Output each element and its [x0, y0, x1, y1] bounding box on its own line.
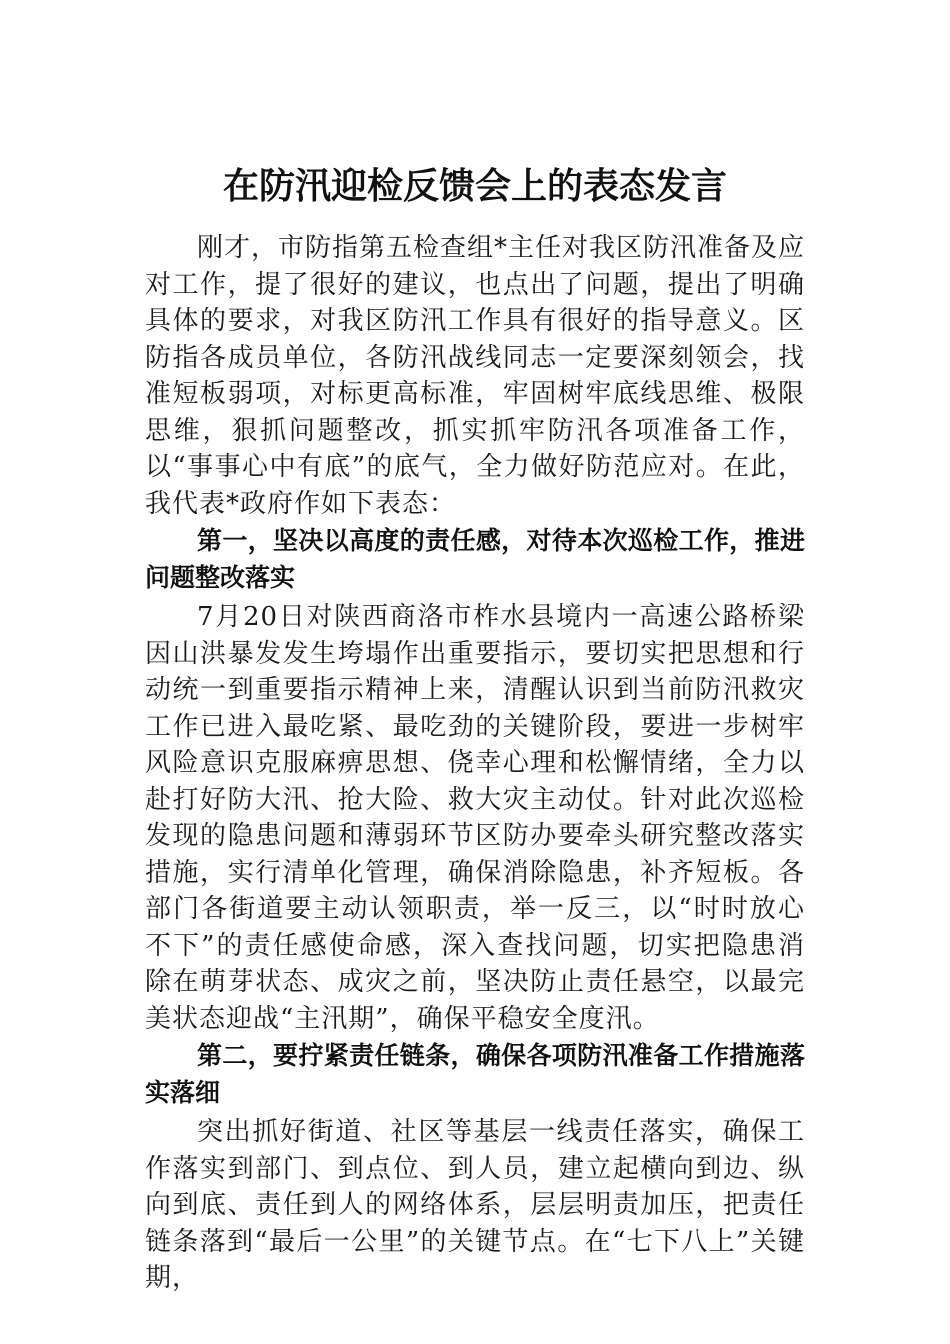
- section-heading-1: 第一，坚决以高度的责任感，对待本次巡检工作，推进问题整改落实: [145, 526, 805, 592]
- section-heading-2: 第二，要拧紧责任链条，确保各项防汛准备工作措施落实落细: [145, 1041, 805, 1107]
- section-2-paragraph: 突出抓好街道、社区等基层一线责任落实，确保工作落实到部门、到点位、到人员，建立起横向到边、纵向到底、责任到人的网络体系，层层明责加压，把责任链条落到“最后一公里”的关键节点。在“七下八上”关键期，: [145, 1117, 805, 1293]
- intro-paragraph: 刚才，市防指第五检查组*主任对我区防汛准备及应对工作，提了很好的建议，也点出了问题，提出了明确具体的要求，对我区防汛工作具有很好的指导意义。区防指各成员单位，各防汛战线同志一定要深刻领会，找准短板弱项，对标更高标准，牢固树牢底线思维、极限思维，狠抓问题整改，抓实抓牢防汛各项准备工作，以“事事心中有底”的底气，全力做好防范应对。在此，我代表*政府作如下表态：: [145, 233, 806, 519]
- document-title: 在防汛迎检反馈会上的表态发言: [222, 165, 727, 207]
- section-1-paragraph: 7月20日对陕西商洛市柞水县境内一高速公路桥梁因山洪暴发发生垮塌作出重要指示，要切实把思想和行动统一到重要指示精神上来，清醒认识到当前防汛救灾工作已进入最吃紧、最吃劲的关键阶段，要进一步树牢风险意识克服麻痹思想、侥幸心理和松懈情绪，全力以赴打好防大汛、抢大险、救大灾主动仗。针对此次巡检发现的隐患问题和薄弱环节区防办要牵头研究整改落实措施，实行清单化管理，确保消除隐患，补齐短板。各部门各街道要主动认领职责，举一反三，以“时时放心不下”的责任感使命感，深入查找问题，切实把隐患消除在萌芽状态、成灾之前，坚决防止责任悬空，以最完美状态迎战“主汛期”，确保平稳安全度汛。: [145, 602, 805, 1034]
- document-body: [145, 228, 805, 1297]
